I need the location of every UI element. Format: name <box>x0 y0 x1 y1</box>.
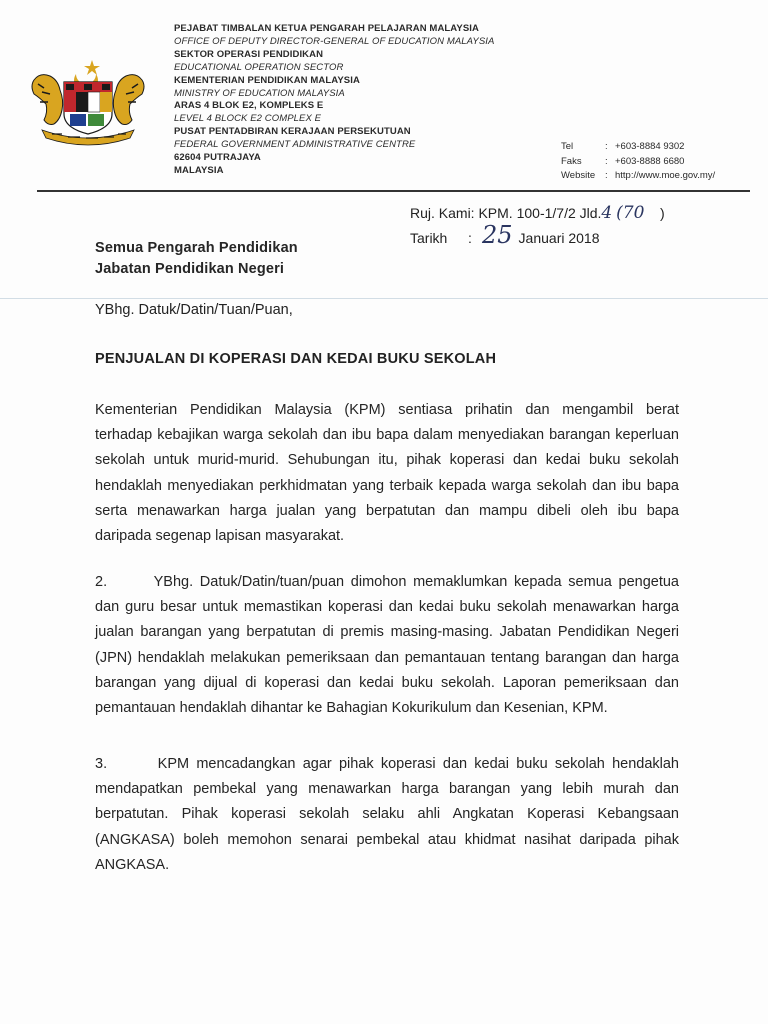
letter-subject: PENJUALAN DI KOPERASI DAN KEDAI BUKU SEKOLAH <box>95 351 497 367</box>
letterhead-line: SEKTOR OPERASI PENDIDIKAN <box>174 48 324 60</box>
contact-separator: : <box>605 141 608 152</box>
body-paragraph-2 <box>95 570 679 721</box>
letterhead-line: OFFICE OF DEPUTY DIRECTOR-GENERAL OF EDUCATION MALAYSIA <box>174 35 495 47</box>
contact-separator: : <box>605 155 608 167</box>
reference-block <box>410 202 665 249</box>
paragraph-line: 2. YBhg. Datuk/Datin/tuan/puan dimohon memaklumkan kepada semua pengetua <box>95 574 679 590</box>
paragraph-line: terhadap kebajikan warga sekolah dan ibu bapa dalam menyediakan barangan keperluan <box>95 427 679 444</box>
coat-of-arms-icon <box>28 58 148 150</box>
paragraph-line: daripada segenap lapisan masyarakat. <box>95 528 345 545</box>
ruj-value: KPM. 100-1/7/2 Jld. <box>478 205 602 221</box>
paragraph-line: serta menawarkan harga jualan yang berpatutan dan mampu dibeli oleh ibu bapa <box>95 502 679 519</box>
salutation: YBhg. Datuk/Datin/Tuan/Puan, <box>95 302 293 318</box>
tarikh-month-year: Januari 2018 <box>518 230 600 246</box>
letterhead-line: MALAYSIA <box>174 164 224 176</box>
paragraph-line: berpatutan. Pihak koperasi sekolah selaku ahli Angkatan Koperasi Kebangsaan <box>95 806 679 823</box>
ruj-label: Ruj. Kami: <box>410 205 475 221</box>
body-paragraph-3 <box>95 752 679 878</box>
body-paragraph-1 <box>95 398 679 549</box>
recipient-block <box>95 238 298 280</box>
fax-label: Faks <box>561 155 582 167</box>
letterhead-line: KEMENTERIAN PENDIDIKAN MALAYSIA <box>174 74 360 86</box>
paragraph-line: (JPN) hendaklah melakukan pemeriksaan dan pemantauan tentang barangan dan harga <box>95 649 679 666</box>
paragraph-line: 3. KPM mencadangkan agar pihak koperasi dan kedai buku sekolah hendaklah <box>95 756 679 772</box>
contact-separator: : <box>605 170 608 181</box>
contact-fax <box>561 155 715 170</box>
letterhead-line: EDUCATIONAL OPERATION SECTOR <box>174 61 344 73</box>
reference-date <box>410 221 665 249</box>
ruj-handwritten-volume: 4 <box>601 203 613 223</box>
letterhead-line: FEDERAL GOVERNMENT ADMINISTRATIVE CENTRE <box>174 139 416 151</box>
ruj-close: ) <box>659 205 665 221</box>
paragraph-line: (ANGKASA) boleh memohon senarai pembekal atau khidmat nasihat daripada pihak <box>95 831 679 848</box>
paragraph-line: hendaklah menyediakan perkhidmatan yang terbaik kepada warga sekolah dan ibu bapa <box>95 477 679 494</box>
reference-number <box>410 202 665 224</box>
paragraph-line: pemantauan hendaklah dihantar ke Bahagian Kokurikulum dan Kesenian, KPM. <box>95 700 608 717</box>
letterhead-address <box>174 23 534 178</box>
paragraph-line: sekolah untuk murid-murid. Sehubungan itu, pihak koperasi dan kedai buku sekolah <box>95 452 679 469</box>
tarikh-separator: : <box>468 230 472 246</box>
letterhead-divider <box>37 190 750 192</box>
fax-value: +603-8888 6680 <box>615 155 685 167</box>
ruj-handwritten-number: (70 <box>616 203 645 223</box>
scan-fold-line <box>0 298 768 299</box>
contact-tel <box>561 140 715 155</box>
recipient-line: Jabatan Pendidikan Negeri <box>95 261 285 277</box>
tel-label: Tel <box>561 141 574 152</box>
recipient-line: Semua Pengarah Pendidikan <box>95 240 298 256</box>
paragraph-line: dan guru besar untuk memastikan koperasi dan kedai buku sekolah menawarkan harga <box>95 599 679 616</box>
letterhead-line: LEVEL 4 BLOCK E2 COMPLEX E <box>174 113 322 125</box>
paragraph-line: ANGKASA. <box>95 856 170 873</box>
contact-block <box>561 140 715 184</box>
letterhead-line: MINISTRY OF EDUCATION MALAYSIA <box>174 87 345 99</box>
paragraph-line: mendapatkan pembekal yang menawarkan harga barangan yang lebih murah dan <box>95 781 679 798</box>
website-link[interactable]: http://www.moe.gov.my/ <box>615 170 716 181</box>
contact-website <box>561 169 715 184</box>
tel-value: +603-8884 9302 <box>615 141 685 152</box>
letterhead-line: PEJABAT TIMBALAN KETUA PENGARAH PELAJARAN MALAYSIA <box>174 23 479 34</box>
letterhead-line: ARAS 4 BLOK E2, KOMPLEKS E <box>174 100 324 112</box>
website-label: Website <box>561 170 596 181</box>
paragraph-line: jualan barangan yang berpatutan di premis masing-masing. Jabatan Pendidikan Negeri <box>95 624 679 641</box>
paragraph-line: Kementerian Pendidikan Malaysia (KPM) sentiasa prihatin dan mengambil berat <box>95 402 679 418</box>
paragraph-line: barangan yang dijual di koperasi dan kedai buku sekolah. Laporan pemeriksaan dan <box>95 674 679 691</box>
letterhead-line: PUSAT PENTADBIRAN KERAJAAN PERSEKUTUAN <box>174 126 411 138</box>
tarikh-handwritten-day: 25 <box>482 221 513 249</box>
letterhead-line: 62604 PUTRAJAYA <box>174 152 261 164</box>
tarikh-label: Tarikh <box>410 230 448 246</box>
